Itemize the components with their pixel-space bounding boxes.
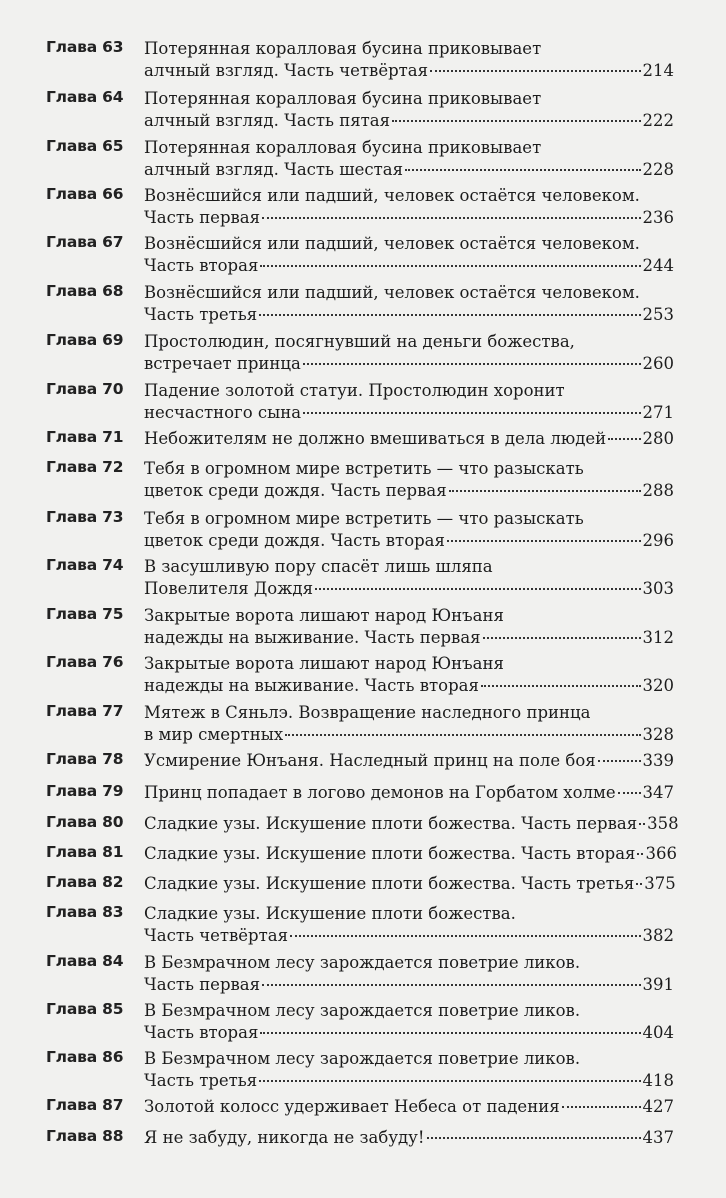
entry-title-line: Тебя в огромном мире встретить — что разыскать: [144, 459, 584, 478]
dot-leader: [639, 822, 645, 825]
page-number: 288: [642, 481, 674, 500]
chapter-number: Глава 69: [46, 331, 124, 349]
dot-leader: [303, 362, 641, 365]
entry-title-line: Потерянная коралловая бусина приковывает: [144, 39, 542, 58]
dot-leader: [315, 587, 641, 590]
entry-title-line: Часть первая: [144, 208, 261, 227]
entry-title-line: Часть первая: [144, 975, 261, 994]
dot-leader: [636, 882, 642, 885]
chapter-number: Глава 86: [46, 1048, 124, 1066]
page-number: 312: [642, 628, 674, 647]
chapter-number: Глава 75: [46, 605, 124, 623]
entry-title-line: В Безмрачном лесу зарождается поветрие ликов.: [144, 1049, 581, 1068]
chapter-number: Глава 80: [46, 813, 124, 831]
dot-leader: [262, 983, 640, 986]
entry-title-line: Закрытые ворота лишают народ Юнъаня: [144, 606, 504, 625]
entry-title-line: надежды на выживание. Часть первая: [144, 628, 481, 647]
page-number: 375: [644, 874, 676, 893]
entry-title-line: несчастного сына: [144, 403, 302, 422]
entry-title-line: Сладкие узы. Искушение плоти божества. Часть вторая: [144, 844, 636, 863]
entry-title-line: Тебя в огромном мире встретить — что разыскать: [144, 509, 584, 528]
page-number: 427: [642, 1097, 674, 1116]
page-number: 328: [642, 725, 674, 744]
entry-title-line: Вознёсшийся или падший, человек остаётся человеком.: [144, 234, 640, 253]
chapter-number: Глава 81: [46, 843, 124, 861]
entry-title-line: Сладкие узы. Искушение плоти божества. Часть третья: [144, 874, 635, 893]
chapter-number: Глава 66: [46, 185, 124, 203]
chapter-number: Глава 87: [46, 1096, 124, 1114]
entry-title-line: Сладкие узы. Искушение плоти божества.: [144, 904, 516, 923]
entry-title-line: Я не забуду, никогда не забуду!: [144, 1128, 425, 1147]
chapter-number: Глава 70: [46, 380, 124, 398]
page-number: 228: [642, 160, 674, 179]
page-number: 437: [642, 1128, 674, 1147]
page-number: 347: [642, 783, 674, 802]
entry-title-line: Небожителям не должно вмешиваться в дела людей: [144, 429, 607, 448]
chapter-number: Глава 82: [46, 873, 124, 891]
entry-title-line: В засушливую пору спасёт лишь шляпа: [144, 557, 493, 576]
page-number: 222: [642, 111, 674, 130]
dot-leader: [483, 636, 641, 639]
dot-leader: [562, 1105, 641, 1108]
entry-title-line: Вознёсшийся или падший, человек остаётся человеком.: [144, 283, 640, 302]
chapter-number: Глава 83: [46, 903, 124, 921]
dot-leader: [303, 411, 640, 414]
page-number: 214: [642, 61, 674, 80]
entry-title-line: Усмирение Юнъаня. Наследный принц на поле боя: [144, 751, 596, 770]
page-number: 339: [642, 751, 674, 770]
dot-leader: [260, 1031, 640, 1034]
chapter-number: Глава 76: [46, 653, 124, 671]
entry-title-line: цветок среди дождя. Часть вторая: [144, 531, 445, 550]
chapter-number: Глава 71: [46, 428, 124, 446]
dot-leader: [430, 69, 640, 72]
page-number: 404: [642, 1023, 674, 1042]
dot-leader: [481, 684, 641, 687]
chapter-number: Глава 85: [46, 1000, 124, 1018]
dot-leader: [290, 934, 641, 937]
entry-title-line: Сладкие узы. Искушение плоти божества. Часть первая: [144, 814, 638, 833]
page-number: 271: [642, 403, 674, 422]
dot-leader: [427, 1136, 641, 1139]
entry-title-line: Потерянная коралловая бусина приковывает: [144, 89, 542, 108]
page-number: 320: [642, 676, 674, 695]
entry-title-line: Потерянная коралловая бусина приковывает: [144, 138, 542, 157]
chapter-number: Глава 68: [46, 282, 124, 300]
entry-title-line: Закрытые ворота лишают народ Юнъаня: [144, 654, 504, 673]
entry-title-line: алчный взгляд. Часть четвёртая: [144, 61, 429, 80]
entry-title-line: Падение золотой статуи. Простолюдин хоронит: [144, 381, 565, 400]
entry-title-line: в мир смертных: [144, 725, 284, 744]
entry-title-line: Часть третья: [144, 1071, 258, 1090]
page-number: 260: [642, 354, 674, 373]
chapter-number: Глава 84: [46, 952, 124, 970]
page-number: 358: [647, 814, 679, 833]
page-number: 382: [642, 926, 674, 945]
page-number: 303: [642, 579, 674, 598]
page-number: 391: [642, 975, 674, 994]
entry-title-line: В Безмрачном лесу зарождается поветрие ликов.: [144, 1001, 581, 1020]
dot-leader: [285, 733, 640, 736]
entry-title-line: Повелителя Дождя: [144, 579, 313, 598]
dot-leader: [405, 168, 641, 171]
chapter-number: Глава 67: [46, 233, 124, 251]
entry-title-line: алчный взгляд. Часть пятая: [144, 111, 391, 130]
dot-leader: [262, 216, 640, 219]
entry-title-line: Часть третья: [144, 305, 258, 324]
chapter-number: Глава 78: [46, 750, 124, 768]
entry-title-line: цветок среди дождя. Часть первая: [144, 481, 447, 500]
page-number: 236: [642, 208, 674, 227]
dot-leader: [618, 791, 641, 794]
dot-leader: [392, 119, 640, 122]
chapter-number: Глава 79: [46, 782, 124, 800]
dot-leader: [598, 759, 641, 762]
page-number: 296: [642, 531, 674, 550]
entry-title-line: Часть четвёртая: [144, 926, 288, 945]
entry-title-line: Часть вторая: [144, 1023, 259, 1042]
dot-leader: [447, 539, 641, 542]
dot-leader: [259, 313, 640, 316]
dot-leader: [259, 1079, 640, 1082]
page-number: 366: [645, 844, 677, 863]
entry-title-line: Простолюдин, посягнувший на деньги божества,: [144, 332, 575, 351]
entry-title-line: алчный взгляд. Часть шестая: [144, 160, 403, 179]
chapter-number: Глава 72: [46, 458, 124, 476]
chapter-number: Глава 77: [46, 702, 124, 720]
page-number: 244: [642, 256, 674, 275]
chapter-number: Глава 88: [46, 1127, 124, 1145]
chapter-number: Глава 73: [46, 508, 124, 526]
entry-title-line: Золотой колосс удерживает Небеса от падения: [144, 1097, 560, 1116]
chapter-number: Глава 74: [46, 556, 124, 574]
dot-leader: [637, 852, 643, 855]
chapter-number: Глава 64: [46, 88, 124, 106]
entry-title-line: Вознёсшийся или падший, человек остаётся человеком.: [144, 186, 640, 205]
entry-title-line: Принц попадает в логово демонов на Горбатом холме: [144, 783, 616, 802]
page-number: 418: [642, 1071, 674, 1090]
entry-title-line: Мятеж в Сяньлэ. Возвращение наследного принца: [144, 703, 591, 722]
dot-leader: [260, 264, 640, 267]
page-number: 253: [642, 305, 674, 324]
dot-leader: [608, 437, 640, 440]
entry-title-line: встречает принца: [144, 354, 301, 373]
entry-title-line: Часть вторая: [144, 256, 259, 275]
entry-title-line: В Безмрачном лесу зарождается поветрие ликов.: [144, 953, 581, 972]
page-number: 280: [642, 429, 674, 448]
chapter-number: Глава 63: [46, 38, 124, 56]
dot-leader: [449, 489, 641, 492]
entry-title-line: надежды на выживание. Часть вторая: [144, 676, 479, 695]
chapter-number: Глава 65: [46, 137, 124, 155]
